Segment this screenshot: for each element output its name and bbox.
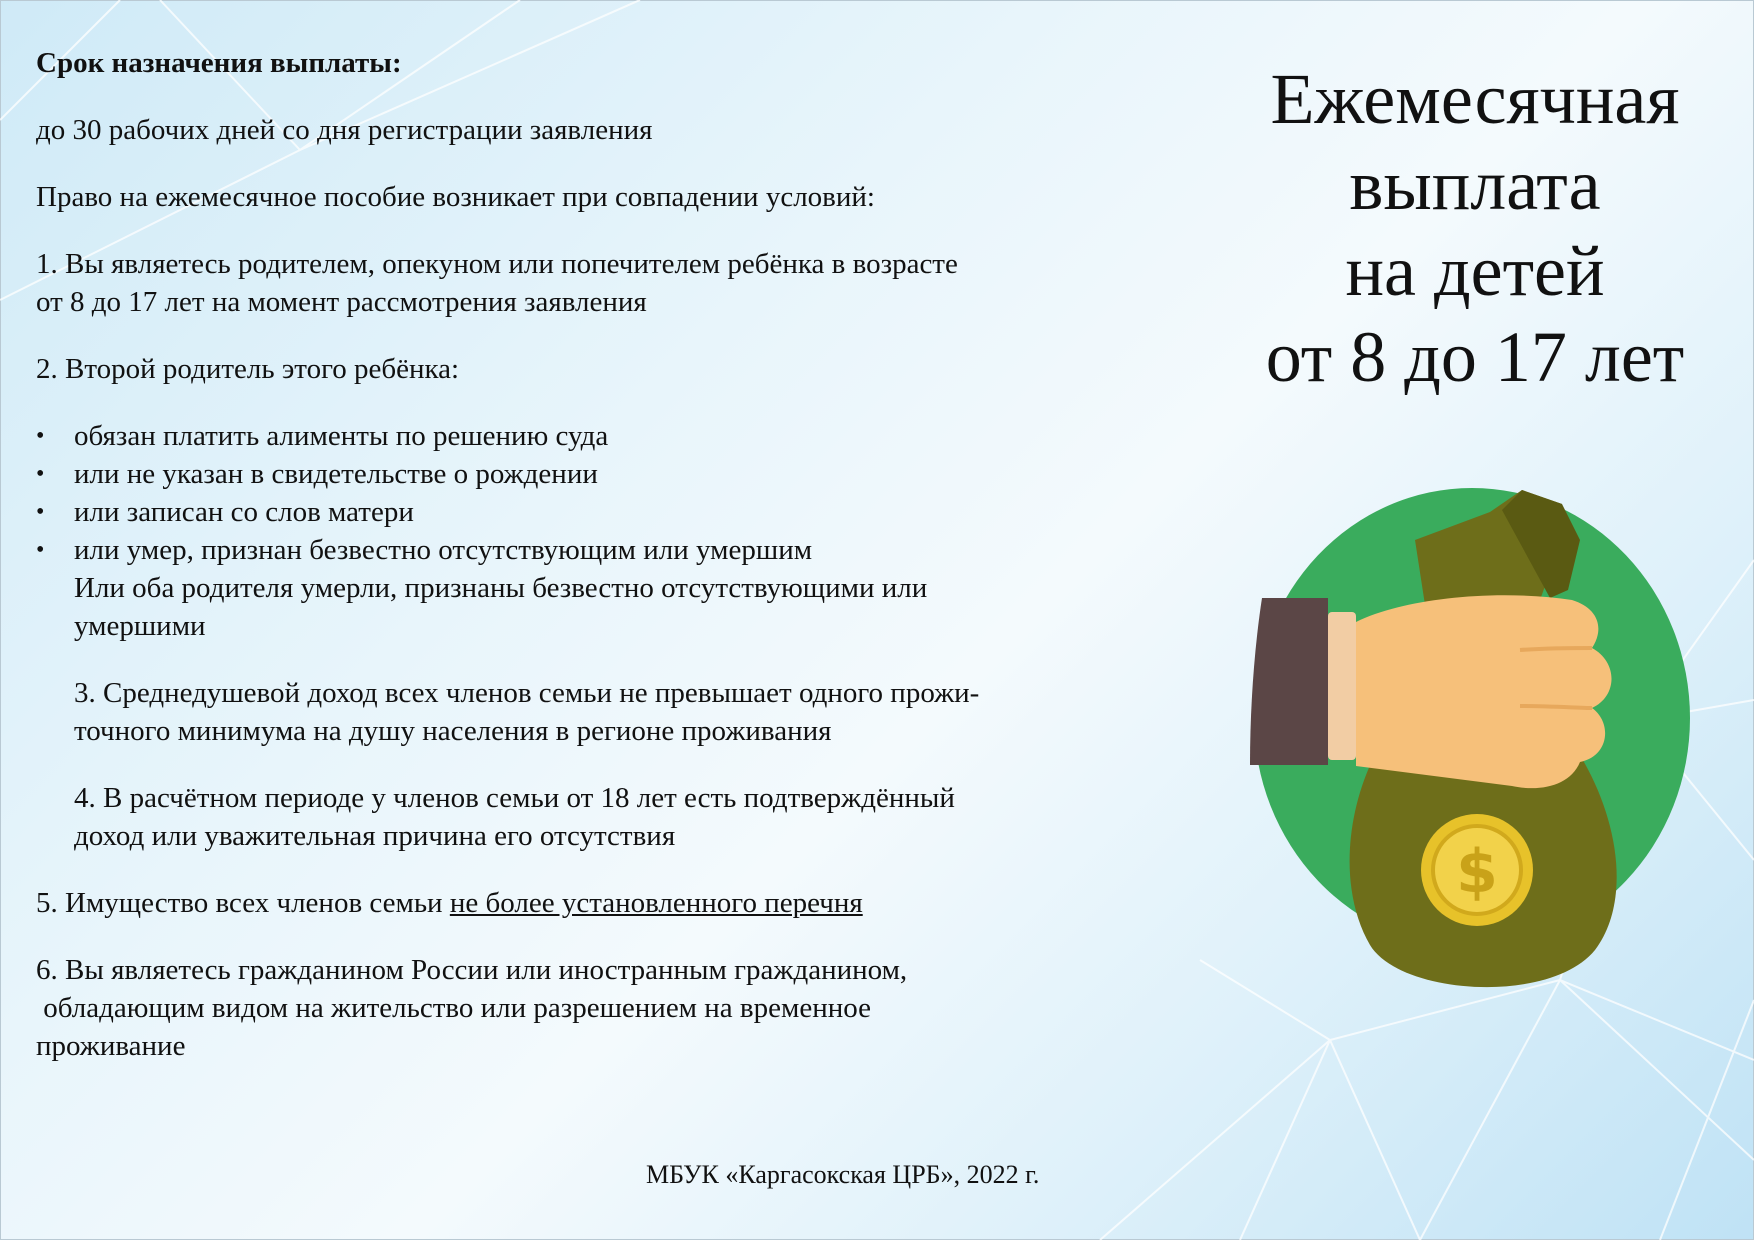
condition-1-line-1: 1. Вы являетесь родителем, опекуном или попечителем ребёнка в возрасте bbox=[36, 248, 958, 280]
conditions-intro: Право на ежемесячное пособие возникает при совпадении условий: bbox=[36, 181, 875, 213]
title-line: выплата bbox=[1349, 145, 1601, 225]
deadline-heading: Срок назначения выплаты: bbox=[36, 47, 402, 79]
list-item: • или умер, признан безвестно отсутствующим или умершим bbox=[74, 531, 1136, 569]
condition-1 bbox=[36, 245, 1136, 321]
hand-fist-icon bbox=[1356, 595, 1612, 788]
condition-2-title: 2. Второй родитель этого ребёнка: bbox=[36, 353, 460, 385]
condition-3-line-1: 3. Среднедушевой доход всех членов семьи не превышает одного прожи- bbox=[74, 677, 980, 709]
list-item: • или записан со слов матери bbox=[74, 493, 1136, 531]
condition-3 bbox=[36, 674, 1136, 750]
condition-6-line-2: обладающим видом на жительство или разрешением на временное bbox=[36, 992, 871, 1024]
condition-4-line-1: 4. В расчётном периоде у членов семьи от 18 лет есть подтверждённый bbox=[74, 782, 955, 814]
condition-3-line-2: точного минимума на душу населения в регионе проживания bbox=[74, 715, 832, 747]
money-bag-hand-illustration bbox=[1250, 480, 1695, 1010]
list-item: • обязан платить алименты по решению суда bbox=[74, 417, 1136, 455]
property-list-link[interactable]: не более установленного перечня bbox=[449, 887, 863, 919]
list-item: • или не указан в свидетельстве о рождении bbox=[74, 455, 1136, 493]
condition-4-line-2: доход или уважительная причина его отсутствия bbox=[74, 820, 676, 852]
condition-4 bbox=[36, 779, 1136, 855]
both-parents-line-1: Или оба родителя умерли, признаны безвестно отсутствующими или bbox=[74, 572, 928, 604]
title-line: от 8 до 17 лет bbox=[1265, 317, 1685, 397]
condition-6-line-3: проживание bbox=[36, 1030, 186, 1062]
condition-5 bbox=[36, 884, 1136, 922]
both-parents-note bbox=[36, 569, 1136, 645]
cuff-icon bbox=[1328, 612, 1356, 760]
deadline-text: до 30 рабочих дней со дня регистрации заявления bbox=[36, 114, 653, 146]
title-line: на детей bbox=[1345, 231, 1605, 311]
dollar-icon: $ bbox=[1456, 837, 1498, 907]
page-title bbox=[1200, 56, 1750, 400]
sleeve-icon bbox=[1250, 598, 1328, 765]
both-parents-line-2: умершими bbox=[74, 610, 206, 642]
condition-5-prefix: 5. Имущество всех членов семьи bbox=[36, 887, 450, 919]
title-line: Ежемесячная bbox=[1270, 59, 1680, 139]
condition-6 bbox=[36, 951, 1136, 1065]
condition-6-line-1: 6. Вы являетесь гражданином России или иностранным гражданином, bbox=[36, 954, 908, 986]
footer-credit: МБУК «Каргасокская ЦРБ», 2022 г. bbox=[646, 1160, 1040, 1189]
second-parent-list bbox=[36, 417, 1136, 569]
conditions-text-column bbox=[36, 44, 1136, 1065]
condition-1-line-2: от 8 до 17 лет на момент рассмотрения заявления bbox=[36, 286, 647, 318]
